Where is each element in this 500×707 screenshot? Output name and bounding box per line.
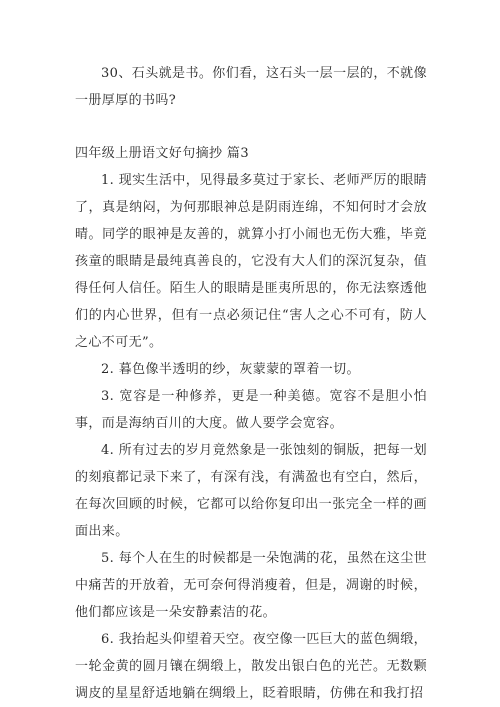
- list-item: 2. 暮色像半透明的纱，灰蒙蒙的罩着一切。: [101, 362, 360, 377]
- list-item: 5. 每个人在生的时候都是一朵饱满的花，虽然在这尘世中痛苦的开放着，无可奈何得消瘦着，但是，凋谢的时候，他们都应该是一朵安静素洁的花。: [75, 551, 427, 620]
- document-body: [75, 60, 427, 707]
- list-item: 6. 我抬起头仰望着天空。夜空像一匹巨大的蓝色绸缎，一轮金黄的圆月镶在绸缎上，散发出银白色的光芒。无数颗调皮的星星舒适地躺在绸缎上，眨着眼睛，仿佛在和我打招: [75, 632, 427, 701]
- intro-paragraph: 30、石头就是书。你们看，这石头一层一层的，不就像一册厚厚的书吗?: [75, 66, 427, 108]
- paragraph-gap: [75, 114, 427, 140]
- section-heading: 四年级上册语文好句摘抄 篇3: [75, 146, 250, 161]
- list-item: 1. 现实生活中，见得最多莫过于家长、老师严厉的眼睛了，真是纳闷，为何那眼神总是阴雨连绵，不知何时才会放晴。同学的眼神是友善的，就算小打小闹也无伤大雅，毕竟孩童的眼睛是最纯真善良的，它没有大人们的深沉复杂，值得任何人信任。陌生人的眼睛是匪夷所思的，你无法察透他们的内心世界，但有一点必须记住“害人之心不可有，防人之心不可无”。: [75, 173, 427, 350]
- list-item: 4. 所有过去的岁月竟然象是一张蚀刻的铜版，把每一划的刻痕都记录下来了，有深有浅，有满盈也有空白，然后，在每次回顾的时候，它都可以给你复印出一张完全一样的画面出来。: [75, 443, 427, 539]
- list-item: 3. 宽容是一种修养，更是一种美德。宽容不是胆小怕事，而是海纳百川的大度。做人要学会宽容。: [75, 389, 427, 431]
